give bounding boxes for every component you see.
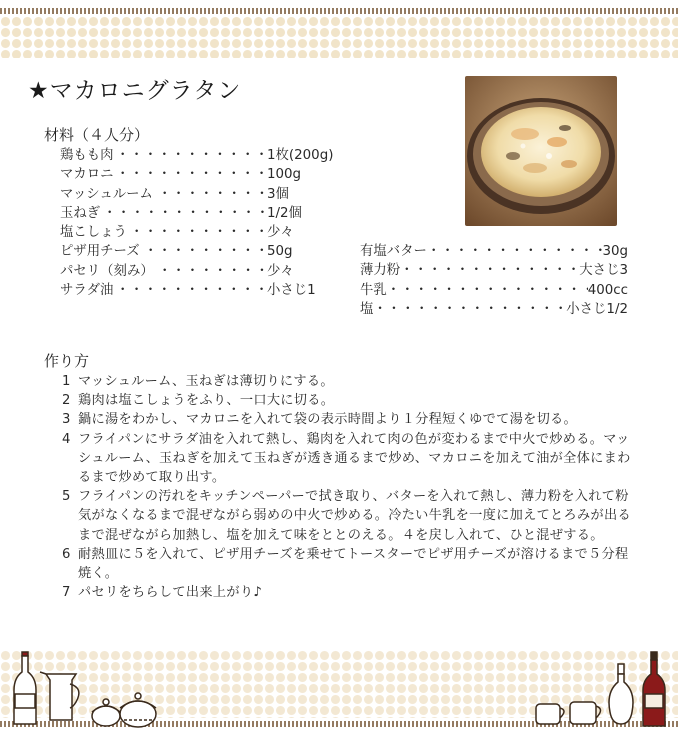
leader-dots xyxy=(116,165,264,184)
ingredient-amount: 小さじ1 xyxy=(267,283,316,299)
step-number: 1 xyxy=(62,374,71,389)
step-item xyxy=(62,391,632,410)
ingredient-amount: 1/2個 xyxy=(267,205,302,221)
cup-icon xyxy=(536,704,564,724)
ingredient-name: 牛乳 xyxy=(360,282,387,298)
step-text: 耐熱皿に５を入れて、ピザ用チーズを乗せてトースターでピザ用チーズが溶けるまで５分程焼く。 xyxy=(78,546,629,582)
sugar-pot-icon xyxy=(92,699,120,726)
ingredient-amount: 少々 xyxy=(267,263,294,279)
ingredient-amount: 1枚(200g) xyxy=(267,148,334,163)
ingredient-item xyxy=(60,146,350,165)
wine-bottle-icon xyxy=(643,652,665,726)
ingredients-list-main xyxy=(60,146,350,300)
leader-dots xyxy=(130,223,264,242)
top-dot-pattern xyxy=(0,16,678,58)
ingredients-heading: 材料（４人分） xyxy=(44,126,150,144)
ingredient-name: 薄力粉 xyxy=(360,263,401,279)
leader-dots xyxy=(144,242,264,261)
ingredient-name: 塩こしょう xyxy=(60,225,127,241)
gratin-photo xyxy=(465,76,617,226)
ingredient-item xyxy=(60,242,350,261)
top-border xyxy=(0,0,678,60)
step-text: パセリをちらして出来上がり♪ xyxy=(78,585,263,601)
step-item xyxy=(62,545,632,583)
step-number: 6 xyxy=(62,546,71,562)
step-item xyxy=(62,583,632,602)
step-text: 鍋に湯をわかし、マカロニを入れて袋の表示時間より１分程短くゆでて湯を切る。 xyxy=(78,412,578,428)
step-item xyxy=(62,372,632,391)
ingredient-amount: 100g xyxy=(267,167,302,183)
ingredient-name: ピザ用チーズ xyxy=(60,244,140,260)
cookie-jar-icon xyxy=(120,693,156,727)
step-number: 5 xyxy=(62,489,71,505)
step-number: 3 xyxy=(62,412,71,428)
jug-icon xyxy=(40,672,79,720)
ingredient-amount: 小さじ1/2 xyxy=(566,301,628,317)
ingredient-name: マカロニ xyxy=(60,167,114,183)
kitchenware-right-illustration xyxy=(530,650,675,730)
step-text: マッシュルーム、玉ねぎは薄切りにする。 xyxy=(78,374,334,389)
ingredient-item xyxy=(360,261,628,280)
leader-dots xyxy=(103,204,264,223)
step-number: 7 xyxy=(62,585,71,601)
ingredient-item xyxy=(60,262,350,281)
ingredient-name: サラダ油 xyxy=(60,283,114,299)
leader-dots xyxy=(158,262,264,281)
ingredient-amount: 大さじ3 xyxy=(579,263,628,279)
ingredient-amount: 30g xyxy=(602,244,628,259)
ingredient-item xyxy=(360,281,628,300)
step-item xyxy=(62,430,632,488)
leader-dots xyxy=(158,185,264,204)
ingredient-name: マッシュルーム xyxy=(60,186,153,202)
step-text: フライパンにサラダ油を入れて熱し、鶏肉を入れて肉の色が変わるまで中火で炒める。マッシュルーム、玉ねぎを加えて玉ねぎが透き通るまで炒め、マカロニを加えて油が全体にまわるまで炒めて取り出す。 xyxy=(78,431,631,486)
ingredient-name: 玉ねぎ xyxy=(60,205,101,221)
step-number: 2 xyxy=(62,393,71,409)
ingredient-amount: 少々 xyxy=(267,225,294,241)
ingredient-amount: 50g xyxy=(267,244,293,260)
ingredient-item xyxy=(60,165,350,184)
step-text: 鶏肉は塩こしょうをふり、一口大に切る。 xyxy=(78,393,335,409)
leader-dots xyxy=(400,261,579,280)
ingredients-list-sauce xyxy=(360,242,628,319)
ingredient-item xyxy=(60,204,350,223)
step-item xyxy=(62,410,632,429)
ingredient-item xyxy=(60,223,350,242)
decanter-icon xyxy=(609,664,633,724)
ingredient-amount: 400cc xyxy=(587,282,628,298)
ingredient-name: 塩 xyxy=(360,301,374,317)
top-stripe-pattern xyxy=(0,8,678,14)
leader-dots xyxy=(116,281,264,300)
step-number: 4 xyxy=(62,431,71,447)
leader-dots xyxy=(427,242,603,261)
mug-icon xyxy=(570,702,601,724)
step-item xyxy=(62,487,632,545)
kitchenware-left-illustration xyxy=(8,650,168,730)
ingredient-name: パセリ（刻み） xyxy=(60,263,154,279)
ingredient-amount: 3個 xyxy=(267,186,289,202)
ingredient-item xyxy=(60,185,350,204)
leader-dots xyxy=(387,281,588,300)
recipe-title: ★マカロニグラタン xyxy=(28,78,242,104)
ingredient-name: 鶏もも肉 xyxy=(60,148,114,163)
step-text: フライパンの汚れをキッチンペーパーで拭き取り、バターを入れて熱し、薄力粉を入れて粉気がなくなるまで混ぜながら弱めの中火で炒める。冷たい牛乳を一度に加えてとろみが出るまで混ぜながら加熱し、塩を加えて味をととのえる。４を戻し入れて、ひと混ぜする。 xyxy=(78,489,631,543)
leader-dots xyxy=(373,300,566,319)
ingredient-item xyxy=(360,242,628,261)
leader-dots xyxy=(116,146,264,165)
steps-heading: 作り方 xyxy=(44,352,90,370)
steps-list xyxy=(62,372,632,602)
wine-bottle-icon xyxy=(14,652,36,724)
ingredient-item xyxy=(60,281,350,300)
ingredient-name: 有塩バター xyxy=(360,244,427,259)
ingredient-item xyxy=(360,300,628,319)
